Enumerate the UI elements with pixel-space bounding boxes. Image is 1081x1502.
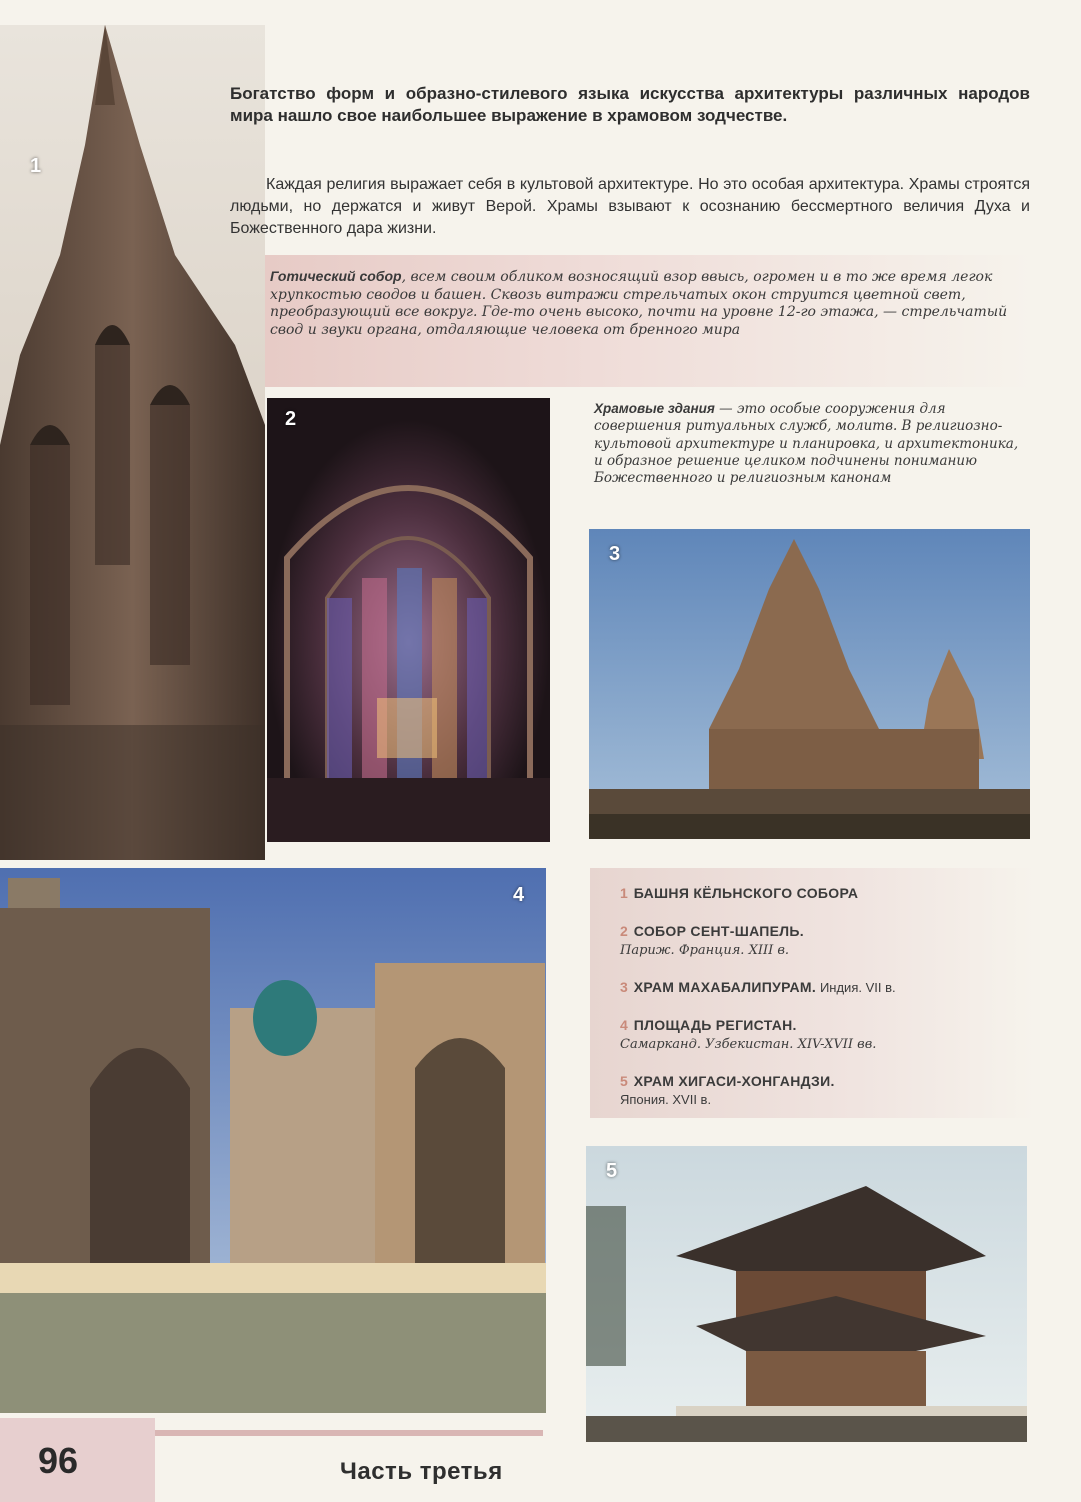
photo-number: 4: [513, 884, 525, 906]
caption-place: Самарканд. Узбекистан. XIV-XVII вв.: [620, 1037, 877, 1052]
caption-item: [620, 1072, 1030, 1109]
gothic-cathedral-quote: [270, 268, 1022, 339]
temple-term: Храмовые здания: [594, 401, 715, 416]
caption-item: [620, 1016, 1030, 1054]
photo-higashi-honganji: [586, 1146, 1027, 1442]
quote-term: Готический собор: [270, 268, 402, 284]
caption-number: 1: [620, 885, 628, 901]
caption-number: 5: [620, 1073, 628, 1089]
photo-registan: [0, 868, 546, 1413]
caption-title: БАШНЯ КЁЛЬНСКОГО СОБОРА: [633, 885, 859, 901]
caption-item: [620, 978, 1030, 997]
photo-number: 2: [285, 408, 297, 430]
photo-cologne-cathedral: [0, 25, 265, 860]
footer-divider: [155, 1430, 543, 1436]
lead-paragraph: Богатство форм и образно-стилевого языка искусства архитектуры различных народов мира нашло свое наибольшее выражение в храмовом зодчестве.: [230, 84, 1030, 125]
caption-number: 4: [620, 1017, 628, 1033]
caption-number: 2: [620, 923, 628, 939]
quote-body: , всем своим обликом возносящий взор ввысь, огромен и в то же время легок хрупкостью сводов и башен. Сквозь витражи стрельчатых окон струится цветной свет, преобразующий все вокруг. Где-то очень высоко, почти на уровне 12-го этажа, — стрельчатый свод и звуки органа, отдаляющие человека от бренного мира: [270, 269, 1008, 338]
caption-title: ХРАМ МАХАБАЛИПУРАМ.: [633, 979, 817, 995]
photo-number: 1: [30, 155, 42, 177]
caption-title: СОБОР СЕНТ-ШАПЕЛЬ.: [633, 923, 804, 939]
caption-item: [620, 884, 1030, 902]
caption-place: Япония. XVII в.: [620, 1092, 712, 1107]
photo-captions: [590, 868, 1035, 1118]
temple-definition: [594, 400, 1030, 487]
caption-title: ХРАМ ХИГАСИ-ХОНГАНДЗИ.: [633, 1073, 835, 1089]
part-title: Часть третья: [340, 1458, 503, 1485]
page-number: 96: [38, 1440, 79, 1481]
photo-mahabalipuram: [589, 529, 1030, 839]
temple-body: — это особые сооружения для совершения ритуальных служб, молитв. В религиозно-культовой архитектуре и планировка, и архитектоника, и образное решение целиком подчинены пониманию Божественного и религиозным канонам: [594, 401, 1019, 487]
caption-item: [620, 922, 1030, 960]
body-paragraph: Каждая религия выражает себя в культовой архитектуре. Но это особая архитектура. Храмы строятся людьми, но держатся и живут Верой. Храмы взывают к осознанию бессмертного величия Духа и Божественного дара жизни.: [230, 176, 1030, 237]
photo-number: 5: [606, 1160, 618, 1182]
photo-sainte-chapelle: [267, 398, 550, 842]
caption-number: 3: [620, 979, 628, 995]
caption-place: Париж. Франция. XIII в.: [620, 943, 790, 958]
caption-title: ПЛОЩАДЬ РЕГИСТАН.: [633, 1017, 797, 1033]
photo-number: 3: [609, 543, 621, 565]
caption-place: Индия. VII в.: [819, 980, 896, 995]
